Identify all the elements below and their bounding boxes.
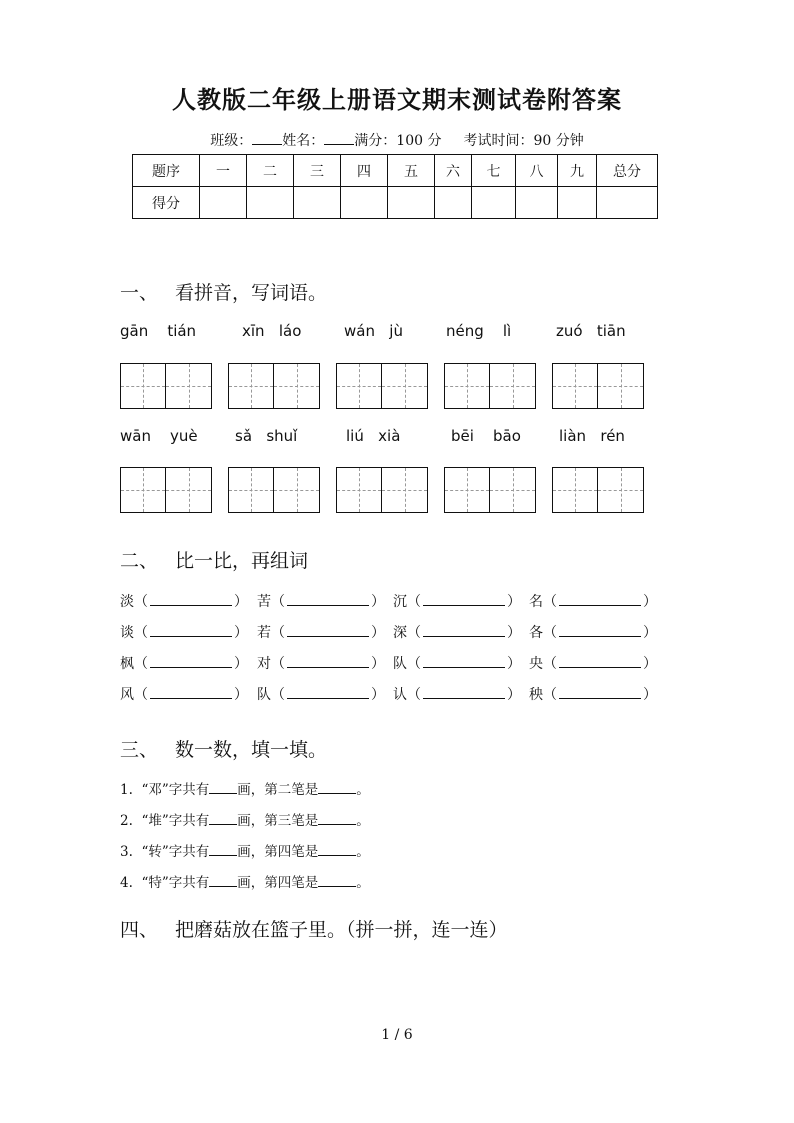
question-line[interactable]: 3. “转”字共有 画，第四笔是 。 — [120, 844, 370, 860]
section-number: 四、 — [120, 919, 159, 941]
tianzige-box[interactable] — [120, 467, 212, 513]
score-table-score-row — [133, 187, 658, 219]
name-label: 姓名： — [282, 133, 325, 149]
score-header-cell: 七 — [472, 155, 516, 187]
tianzige-box[interactable] — [228, 467, 320, 513]
page-title: 人教版二年级上册语文期末测试卷附答案 — [172, 85, 622, 114]
pinyin-word: bēi bāo — [451, 427, 521, 445]
score-cell[interactable] — [516, 187, 558, 219]
pinyin-word: wán jù — [344, 322, 403, 340]
section-1-heading — [120, 278, 327, 305]
tianzige-box[interactable] — [228, 363, 320, 409]
score-header-cell: 三 — [294, 155, 341, 187]
pinyin-word: sǎ shuǐ — [235, 427, 298, 445]
pinyin-word: liú xià — [346, 427, 401, 445]
exam-time: 考试时间：90 分钟 — [463, 133, 584, 149]
score-header-cell: 总分 — [597, 155, 658, 187]
tianzige-box[interactable] — [444, 467, 536, 513]
section-4-heading — [120, 915, 508, 942]
section-title: 把磨菇放在篮子里。（拼一拼，连一连） — [175, 919, 508, 941]
compare-item[interactable]: 风（ ） — [120, 687, 248, 703]
compare-item[interactable]: 队（ ） — [257, 687, 385, 703]
score-cell[interactable] — [294, 187, 341, 219]
exam-meta — [0, 130, 794, 150]
pinyin-word: néng lì — [446, 322, 512, 340]
score-cell[interactable] — [247, 187, 294, 219]
question-line[interactable]: 4. “特”字共有 画，第四笔是 。 — [120, 875, 370, 891]
score-cell[interactable] — [472, 187, 516, 219]
compare-item[interactable]: 谈（ ） — [120, 625, 248, 641]
question-line[interactable]: 1. “邓”字共有 画，第二笔是 。 — [120, 782, 370, 798]
score-table-header-row — [133, 155, 658, 187]
section-title: 数一数，填一填。 — [175, 739, 328, 761]
compare-item[interactable]: 淡（ ） — [120, 594, 248, 610]
compare-item[interactable]: 名（ ） — [529, 594, 657, 610]
score-header-cell: 一 — [200, 155, 247, 187]
score-header-cell: 四 — [341, 155, 388, 187]
question-line[interactable]: 2. “堆”字共有 画，第三笔是 。 — [120, 813, 370, 829]
compare-item[interactable]: 对（ ） — [257, 656, 385, 672]
section-number: 一、 — [120, 282, 159, 304]
compare-item[interactable]: 苦（ ） — [257, 594, 385, 610]
section-title: 看拼音，写词语。 — [175, 282, 328, 304]
compare-item[interactable]: 深（ ） — [393, 625, 521, 641]
compare-item[interactable]: 认（ ） — [393, 687, 521, 703]
name-blank[interactable] — [324, 130, 354, 145]
compare-item[interactable]: 队（ ） — [393, 656, 521, 672]
compare-item[interactable]: 沉（ ） — [393, 594, 521, 610]
pinyin-word: wān yuè — [120, 427, 198, 445]
class-blank[interactable] — [252, 130, 282, 145]
score-header-cell: 八 — [516, 155, 558, 187]
score-header-cell: 五 — [388, 155, 435, 187]
section-title: 比一比，再组词 — [175, 550, 309, 572]
score-header-cell: 六 — [435, 155, 472, 187]
tianzige-box[interactable] — [336, 467, 428, 513]
tianzige-box[interactable] — [120, 363, 212, 409]
pinyin-word: gān tián — [120, 322, 197, 340]
score-cell[interactable] — [341, 187, 388, 219]
tianzige-box[interactable] — [552, 467, 644, 513]
score-header-cell: 题序 — [133, 155, 200, 187]
full-score: 满分：100 分 — [354, 133, 442, 149]
page-number: 1 / 6 — [381, 1027, 413, 1043]
pinyin-word: xīn láo — [242, 322, 302, 340]
compare-item[interactable]: 若（ ） — [257, 625, 385, 641]
tianzige-box[interactable] — [552, 363, 644, 409]
pinyin-word: zuó tiān — [556, 322, 626, 340]
pinyin-word: liàn rén — [559, 427, 625, 445]
score-cell[interactable] — [435, 187, 472, 219]
score-cell[interactable] — [388, 187, 435, 219]
score-cell[interactable] — [558, 187, 597, 219]
section-3-heading — [120, 735, 327, 762]
score-header-cell: 二 — [247, 155, 294, 187]
tianzige-box[interactable] — [444, 363, 536, 409]
compare-item[interactable]: 央（ ） — [529, 656, 657, 672]
tianzige-box[interactable] — [336, 363, 428, 409]
score-header-cell: 九 — [558, 155, 597, 187]
compare-item[interactable]: 各（ ） — [529, 625, 657, 641]
compare-item[interactable]: 秧（ ） — [529, 687, 657, 703]
score-table — [132, 154, 658, 219]
section-number: 三、 — [120, 739, 159, 761]
compare-item[interactable]: 枫（ ） — [120, 656, 248, 672]
section-2-heading — [120, 546, 308, 573]
section-number: 二、 — [120, 550, 159, 572]
score-cell[interactable] — [597, 187, 658, 219]
score-row-label: 得分 — [133, 187, 200, 219]
score-cell[interactable] — [200, 187, 247, 219]
class-label: 班级： — [210, 133, 253, 149]
